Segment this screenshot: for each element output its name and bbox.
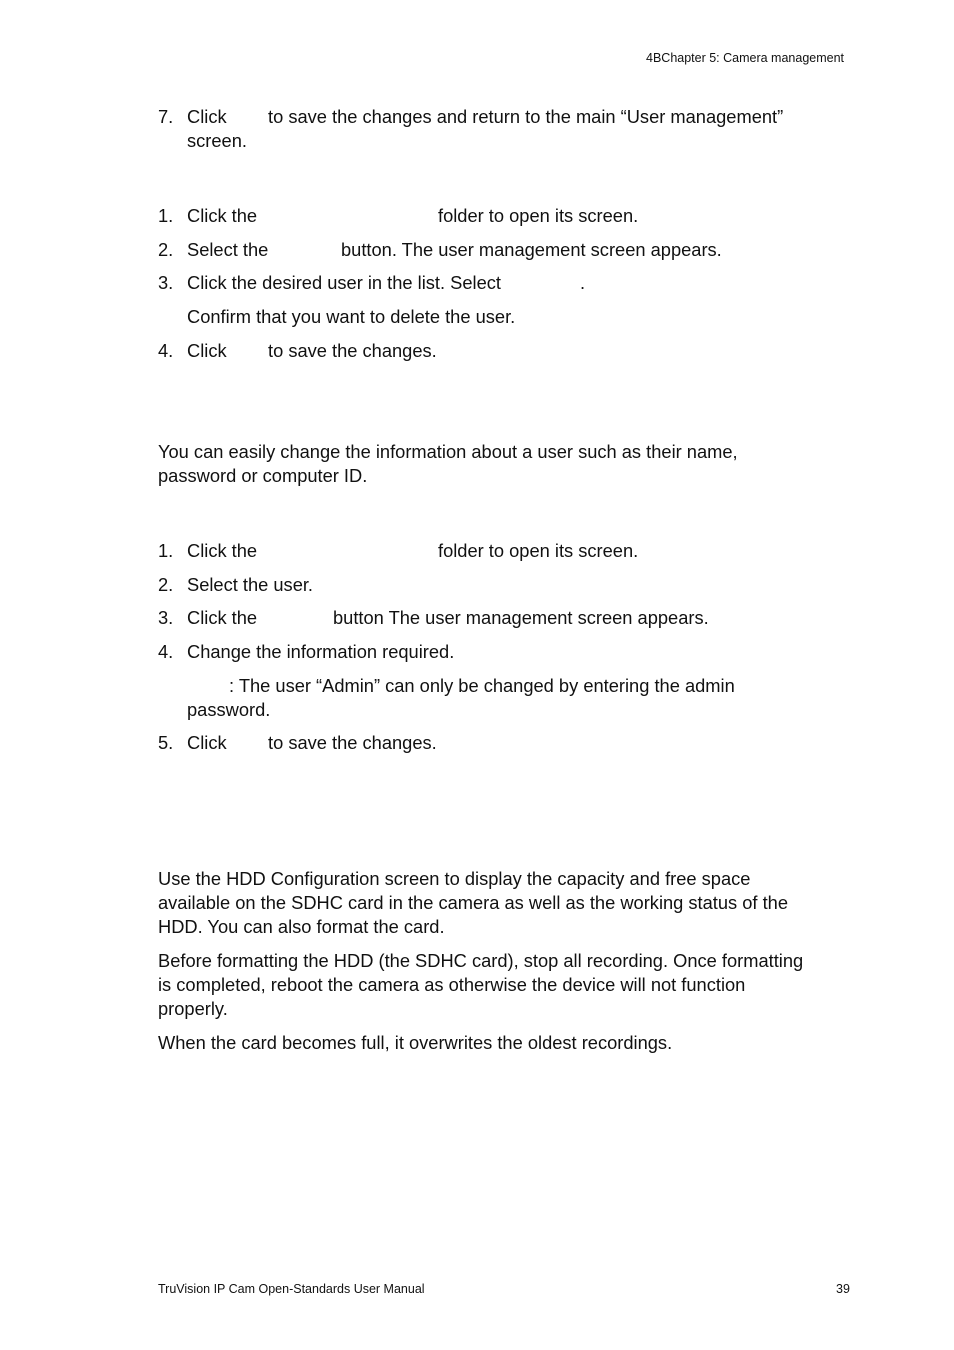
step-number: 3. [158, 272, 174, 293]
step-text: folder to open its screen. [438, 205, 639, 226]
note-text: : The user “Admin” can only be changed by entering the admin [229, 675, 735, 696]
step-number: 4. [158, 340, 174, 361]
step-text: Click [187, 340, 227, 361]
paragraph-line: password or computer ID. [158, 465, 368, 486]
step-text: Select the [187, 239, 269, 260]
paragraph-line: properly. [158, 998, 228, 1019]
paragraph-line: Before formatting the HDD (the SDHC card), stop all recording. Once formatting [158, 950, 804, 971]
step-text: . [580, 272, 586, 293]
step-number: 3. [158, 607, 174, 628]
step-text: to save the changes. [268, 340, 437, 361]
step-number: 4. [158, 641, 174, 662]
step-text: Click the desired user in the list. Select [187, 272, 501, 293]
paragraph-line: Use the HDD Configuration screen to display the capacity and free space [158, 868, 751, 889]
step-text: Click the [187, 607, 258, 628]
step-text: Click the [187, 205, 258, 226]
note-text-continued: password. [187, 699, 271, 720]
step-text: button The user management screen appears. [333, 607, 709, 628]
step-text: Select the user. [187, 574, 314, 595]
step-number: 1. [158, 205, 174, 226]
footer-manual-title: TruVision IP Cam Open-Standards User Manual [158, 1282, 425, 1296]
paragraph-line: HDD. You can also format the card. [158, 916, 445, 937]
step-number: 1. [158, 540, 174, 561]
paragraph-line: available on the SDHC card in the camera as well as the working status of the [158, 892, 789, 913]
step-text: to save the changes. [268, 732, 437, 753]
step-text: Click the [187, 540, 258, 561]
step-text: Click [187, 106, 227, 127]
step-number: 2. [158, 574, 174, 595]
paragraph-line: When the card becomes full, it overwrites the oldest recordings. [158, 1032, 673, 1053]
step-number: 7. [158, 106, 174, 127]
step-text: to save the changes and return to the main “User management” [268, 106, 784, 127]
step-text: button. The user management screen appears. [341, 239, 722, 260]
step-text: folder to open its screen. [438, 540, 639, 561]
running-header: 4BChapter 5: Camera management [646, 51, 845, 65]
step-text-continued: Confirm that you want to delete the user. [187, 306, 516, 327]
page-number: 39 [836, 1282, 850, 1296]
paragraph-line: You can easily change the information about a user such as their name, [158, 441, 738, 462]
paragraph-line: is completed, reboot the camera as otherwise the device will not function [158, 974, 746, 995]
step-text: Change the information required. [187, 641, 455, 662]
step-number: 5. [158, 732, 174, 753]
step-number: 2. [158, 239, 174, 260]
step-text: Click [187, 732, 227, 753]
step-text-continued: screen. [187, 130, 247, 151]
